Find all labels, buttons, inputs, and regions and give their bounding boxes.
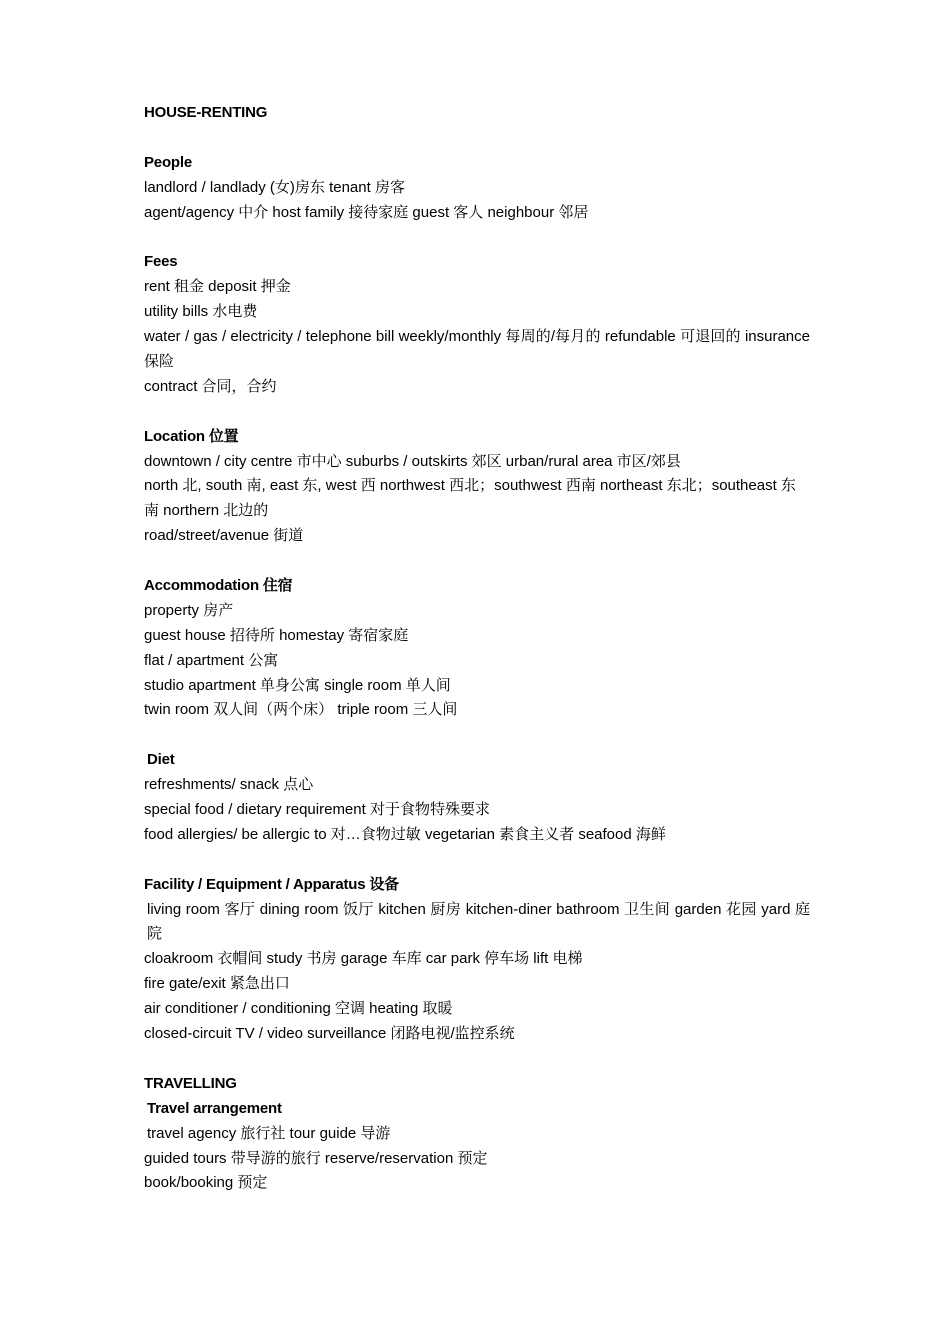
vocab-line: closed-circuit TV / video surveillance 闭路电视/监控系统 (144, 1025, 515, 1043)
vocab-line: north 北, south 南, east 东, west 西 northwest 西北；southwest 西南 northeast 东北；southeast 东南 northern 北边的 (144, 477, 796, 520)
vocab-line: rent 租金 deposit 押金 (144, 278, 291, 296)
vocab-line: guest house 招待所 homestay 寄宿家庭 (144, 626, 409, 644)
vocab-line: refreshments/ snack 点心 (144, 776, 314, 794)
vocab-line: book/booking 预定 (144, 1174, 268, 1192)
section-heading-facility: Facility / Equipment / Apparatus 设备 (144, 875, 399, 893)
vocab-line: road/street/avenue 街道 (144, 527, 304, 545)
section-heading-fees: Fees (144, 253, 178, 271)
section-heading-accommodation: Accommodation 住宿 (144, 576, 293, 594)
vocab-line: landlord / landlady (女)房东 tenant 房客 (144, 178, 405, 196)
document-title: HOUSE-RENTING (144, 104, 268, 121)
spacer (144, 723, 810, 748)
vocab-line: cloakroom 衣帽间 study 书房 garage 车库 car park 停车场 lift 电梯 (144, 950, 583, 968)
spacer (144, 848, 810, 873)
vocab-line: fire gate/exit 紧急出口 (144, 975, 290, 993)
vocab-line: travel agency 旅行社 tour guide 导游 (147, 1124, 391, 1142)
vocab-line: water / gas / electricity / telephone bill weekly/monthly 每周的/每月的 refundable 可退回的 insurance 保险 (144, 328, 810, 370)
vocab-line: guided tours 带导游的旅行 reserve/reservation 预定 (144, 1149, 488, 1167)
vocab-line: downtown / city centre 市中心 suburbs / outskirts 郊区 urban/rural area 市区/郊县 (144, 452, 681, 470)
vocab-line: flat / apartment 公寓 (144, 651, 279, 669)
vocab-line: special food / dietary requirement 对于食物特殊要求 (144, 801, 490, 818)
section-heading-location: Location 位置 (144, 427, 239, 445)
vocab-line: studio apartment 单身公寓 single room 单人间 (144, 676, 451, 694)
document-page (144, 101, 810, 1196)
vocab-line: food allergies/ be allergic to 对…食物过敏 vegetarian 素食主义者 seafood 海鲜 (144, 825, 666, 843)
section-heading-people: People (144, 153, 192, 171)
vocab-line: utility bills 水电费 (144, 303, 258, 321)
section-heading-travel-arrangement: Travel arrangement (147, 1099, 282, 1117)
spacer (144, 400, 810, 425)
spacer (144, 1047, 810, 1072)
section-heading-diet: Diet (147, 751, 175, 769)
vocab-line: twin room 双人间（两个床） triple room 三人间 (144, 701, 458, 719)
vocab-line: agent/agency 中介 host family 接待家庭 guest 客人 neighbour 邻居 (144, 203, 589, 221)
vocab-line: air conditioner / conditioning 空调 heating 取暖 (144, 1000, 453, 1018)
spacer (144, 126, 810, 151)
vocab-line: living room 客厅 dining room 饭厅 kitchen 厨房 kitchen-diner bathroom 卫生间 garden 花园 yard 庭院 (147, 900, 810, 943)
vocab-line: property 房产 (144, 601, 234, 619)
spacer (144, 549, 810, 574)
spacer (144, 225, 810, 250)
vocab-line: contract 合同，合约 (144, 377, 277, 395)
part-title-travelling: TRAVELLING (144, 1074, 237, 1092)
